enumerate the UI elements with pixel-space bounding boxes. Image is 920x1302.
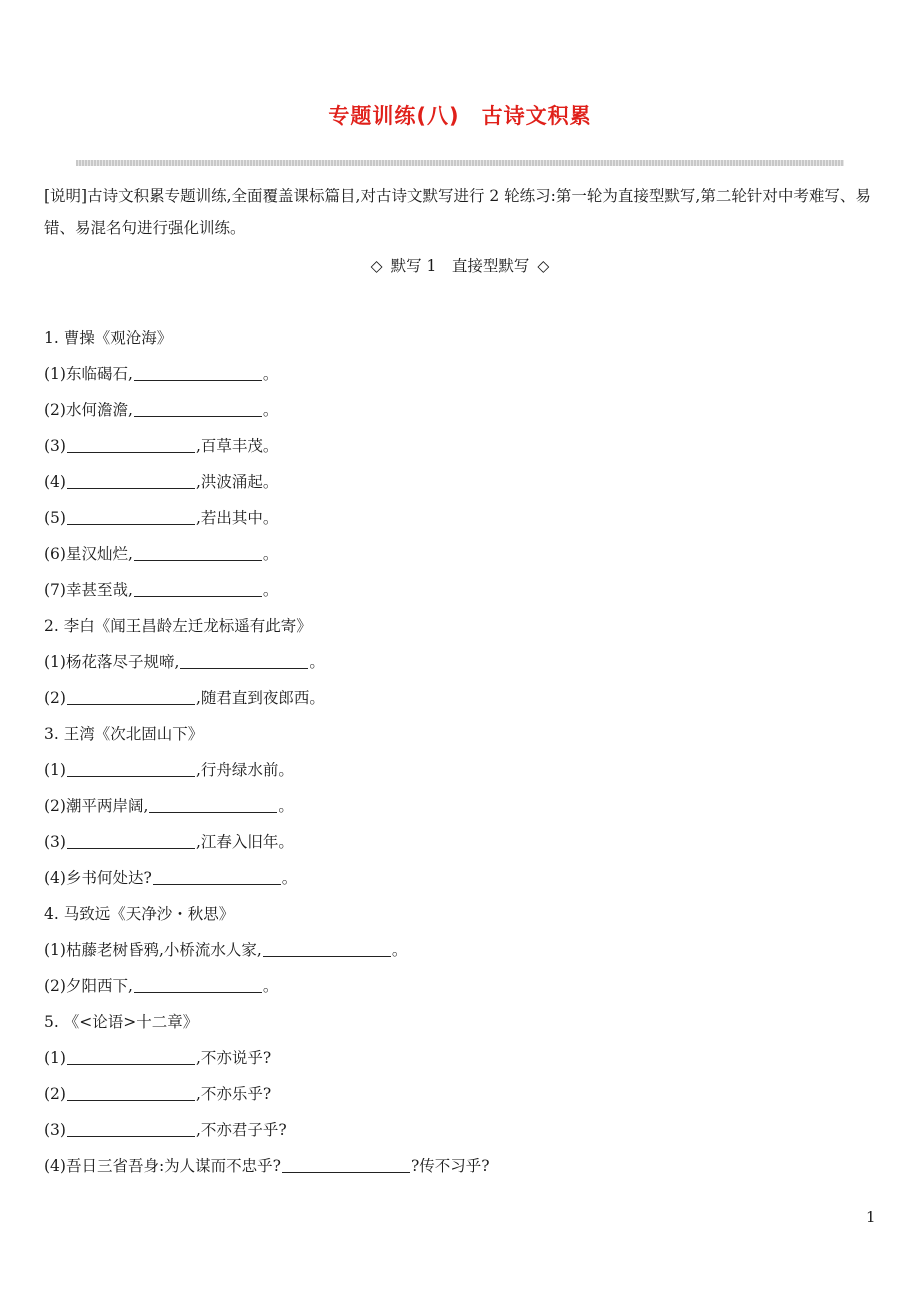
item-prefix: (2) bbox=[44, 689, 66, 707]
item-suffix: 。 bbox=[262, 977, 279, 995]
item-prefix: (7)幸甚至哉, bbox=[44, 581, 133, 599]
item-prefix: (4) bbox=[44, 473, 66, 491]
item-suffix: 。 bbox=[262, 401, 279, 419]
item-suffix: ,江春入旧年。 bbox=[195, 833, 294, 851]
item-prefix: (1) bbox=[44, 1049, 66, 1067]
fill-in-item bbox=[44, 860, 884, 896]
fill-in-item bbox=[44, 968, 884, 1004]
item-suffix: ,百草丰茂。 bbox=[195, 437, 279, 455]
item-prefix: (2)水何澹澹, bbox=[44, 401, 133, 419]
answer-blank[interactable] bbox=[263, 938, 391, 957]
item-suffix: ,洪波涌起。 bbox=[195, 473, 279, 491]
answer-blank[interactable] bbox=[67, 758, 195, 777]
answer-blank[interactable] bbox=[67, 686, 195, 705]
item-prefix: (4)乡书何处达? bbox=[44, 869, 152, 887]
fill-in-item bbox=[44, 572, 884, 608]
answer-blank[interactable] bbox=[67, 1046, 195, 1065]
item-suffix: 。 bbox=[262, 365, 279, 383]
answer-blank[interactable] bbox=[153, 866, 281, 885]
item-prefix: (3) bbox=[44, 437, 66, 455]
answer-blank[interactable] bbox=[134, 578, 262, 597]
item-prefix: (2) bbox=[44, 1085, 66, 1103]
diamond-left-icon: ◇ bbox=[370, 257, 383, 275]
fill-in-item bbox=[44, 464, 884, 500]
fill-in-item bbox=[44, 644, 884, 680]
item-prefix: (1)东临碣石, bbox=[44, 365, 133, 383]
answer-blank[interactable] bbox=[180, 650, 308, 669]
item-suffix: 。 bbox=[262, 581, 279, 599]
item-suffix: 。 bbox=[262, 545, 279, 563]
fill-in-item bbox=[44, 932, 884, 968]
item-prefix: (6)星汉灿烂, bbox=[44, 545, 133, 563]
answer-blank[interactable] bbox=[67, 1118, 195, 1137]
item-prefix: (1)杨花落尽子规啼, bbox=[44, 653, 180, 671]
item-prefix: (5) bbox=[44, 509, 66, 527]
answer-blank[interactable] bbox=[134, 398, 262, 417]
page-number: 1 bbox=[866, 1208, 876, 1226]
item-prefix: (3) bbox=[44, 1121, 66, 1139]
item-suffix: 。 bbox=[309, 653, 325, 671]
answer-blank[interactable] bbox=[282, 1154, 410, 1173]
answer-blank[interactable] bbox=[67, 506, 195, 525]
answer-blank[interactable] bbox=[67, 830, 195, 849]
fill-in-item bbox=[44, 392, 884, 428]
fill-in-item bbox=[44, 1148, 884, 1184]
fill-in-item bbox=[44, 752, 884, 788]
title-divider bbox=[76, 160, 844, 166]
exercise-list bbox=[44, 320, 884, 1184]
section-label: 默写 1 直接型默写 bbox=[390, 257, 530, 275]
item-prefix: (1)枯藤老树昏鸦,小桥流水人家, bbox=[44, 941, 262, 959]
fill-in-item bbox=[44, 824, 884, 860]
fill-in-item bbox=[44, 680, 884, 716]
item-suffix: ,不亦君子乎? bbox=[195, 1121, 287, 1139]
fill-in-item bbox=[44, 500, 884, 536]
fill-in-item bbox=[44, 428, 884, 464]
intro-text: [说明]古诗文积累专题训练,全面覆盖课标篇目,对古诗文默写进行 2 轮练习:第一轮为直接型默写,第二轮针对中考难写、易错、易混名句进行强化训练。 bbox=[44, 187, 871, 237]
item-prefix: (4)吾日三省吾身:为人谋而不忠乎? bbox=[44, 1157, 281, 1175]
page-title: 专题训练(八) 古诗文积累 bbox=[328, 104, 592, 128]
item-suffix: ?传不习乎? bbox=[411, 1157, 490, 1175]
fill-in-item bbox=[44, 536, 884, 572]
item-suffix: 。 bbox=[391, 941, 408, 959]
fill-in-item bbox=[44, 1076, 884, 1112]
fill-in-item bbox=[44, 1112, 884, 1148]
answer-blank[interactable] bbox=[134, 974, 262, 993]
answer-blank[interactable] bbox=[149, 794, 277, 813]
item-prefix: (2)潮平两岸阔, bbox=[44, 797, 149, 815]
fill-in-item bbox=[44, 788, 884, 824]
item-suffix: 。 bbox=[278, 797, 294, 815]
item-suffix: ,若出其中。 bbox=[195, 509, 279, 527]
item-suffix: ,不亦说乎? bbox=[195, 1049, 272, 1067]
item-suffix: ,不亦乐乎? bbox=[195, 1085, 272, 1103]
answer-blank[interactable] bbox=[67, 470, 195, 489]
section-heading bbox=[0, 254, 920, 276]
item-prefix: (2)夕阳西下, bbox=[44, 977, 133, 995]
fill-in-item bbox=[44, 356, 884, 392]
fill-in-item bbox=[44, 1040, 884, 1076]
question-heading: 4. 马致远《天净沙・秋思》 bbox=[44, 905, 235, 923]
item-suffix: 。 bbox=[281, 869, 298, 887]
item-prefix: (1) bbox=[44, 761, 66, 779]
question-heading: 3. 王湾《次北固山下》 bbox=[44, 725, 204, 743]
question-heading: 5. 《<论语>十二章》 bbox=[44, 1013, 199, 1031]
item-suffix: ,随君直到夜郎西。 bbox=[195, 689, 325, 707]
item-prefix: (3) bbox=[44, 833, 66, 851]
diamond-right-icon: ◇ bbox=[537, 257, 550, 275]
question-heading: 2. 李白《闻王昌龄左迁龙标遥有此寄》 bbox=[44, 617, 312, 635]
answer-blank[interactable] bbox=[67, 1082, 195, 1101]
question-heading: 1. 曹操《观沧海》 bbox=[44, 329, 173, 347]
answer-blank[interactable] bbox=[134, 362, 262, 381]
item-suffix: ,行舟绿水前。 bbox=[195, 761, 294, 779]
answer-blank[interactable] bbox=[134, 542, 262, 561]
answer-blank[interactable] bbox=[67, 434, 195, 453]
